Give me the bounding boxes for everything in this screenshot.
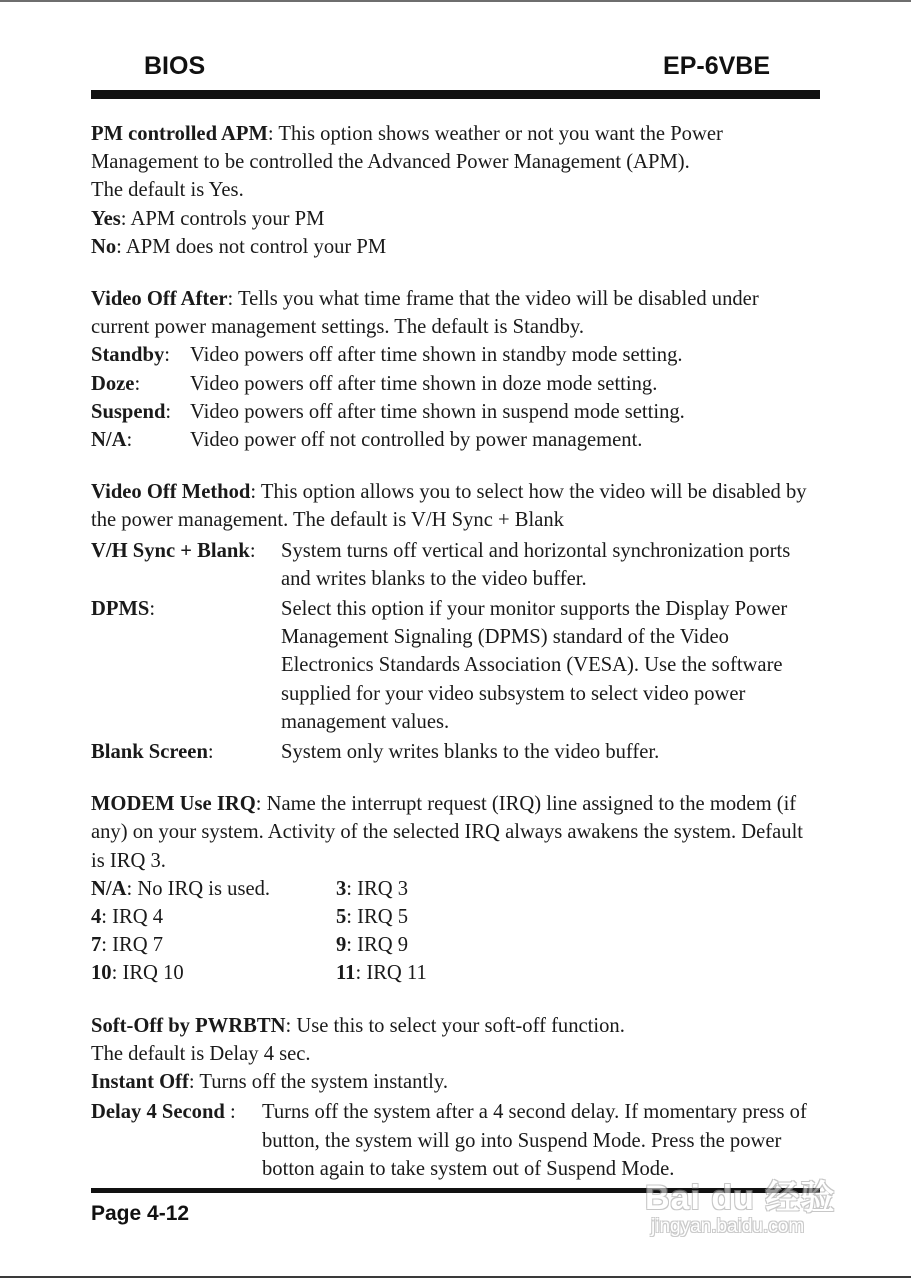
option-label: Yes [91, 207, 121, 230]
option-label: N/A [91, 429, 127, 452]
section-title: Video Off Method [91, 481, 251, 504]
irq-label: 11 [336, 962, 356, 985]
section-title: MODEM Use IRQ [91, 793, 256, 816]
irq-label: 7 [91, 934, 102, 957]
section-video-off-after [91, 285, 820, 341]
option-standby: Standby: Video powers off after time shown in standby mode setting. [91, 341, 820, 369]
section-title: Soft-Off by PWRBTN [91, 1014, 286, 1037]
option-desc: Select this option if your monitor supports the Display Power Management Signaling (DPMS) standard of the Video Electronics Standards Association (VESA). Use the software supplied for your video subsystem to select video power management values. [281, 598, 788, 733]
section-pm-apm [91, 120, 820, 176]
irq-label: 9 [336, 934, 347, 957]
option-label: Instant Off [91, 1071, 189, 1094]
option-desc: : APM controls your PM [120, 207, 325, 230]
irq-label: 5 [336, 906, 347, 929]
option-label: V/H Sync + Blank [91, 539, 250, 562]
option-na: N/A: Video power off not controlled by power management. [91, 426, 820, 454]
option-desc: System turns off vertical and horizontal synchronization ports and writes blanks to the video buffer. [281, 539, 791, 590]
section-soft-off [91, 1012, 820, 1040]
irq-label: N/A [91, 877, 127, 900]
watermark [645, 1170, 860, 1250]
option-label: Suspend [91, 400, 166, 423]
section-title: Video Off After [91, 288, 228, 311]
section-title: PM controlled APM [91, 123, 268, 145]
option-label: DPMS [91, 598, 150, 621]
option-desc: : Turns off the system instantly. [188, 1071, 449, 1094]
option-label: No [91, 235, 117, 258]
option-vh-sync-blank: V/H Sync + Blank: System turns off vertical and horizontal synchronization ports and writes blanks to the video buffer. [91, 537, 820, 593]
section-default: The default is Delay 4 sec. [91, 1042, 311, 1065]
option-suspend: Suspend: Video powers off after time shown in suspend mode setting. [91, 398, 820, 426]
option-no [91, 233, 820, 261]
option-desc: Video power off not controlled by power management. [190, 429, 643, 452]
header-title: BIOS [144, 52, 206, 80]
irq-row: 7: IRQ 7 9: IRQ 9 [91, 934, 409, 957]
option-instant-off [91, 1068, 820, 1096]
option-desc: System only writes blanks to the video buffer. [281, 741, 660, 764]
option-desc: Video powers off after time shown in doze mode setting. [190, 372, 658, 395]
watermark-logo: Bai du 经验 [645, 1179, 836, 1217]
option-desc: Video powers off after time shown in suspend mode setting. [190, 400, 685, 423]
option-desc: Video powers off after time shown in standby mode setting. [190, 344, 683, 367]
header-model: EP-6VBE [663, 52, 770, 80]
irq-row: 4: IRQ 4 5: IRQ 5 [91, 906, 409, 929]
section-intro: : This option allows you to select how the video will be disabled by the power management. The default is V/H Sync + Blank [91, 481, 807, 532]
irq-label: 3 [336, 877, 347, 900]
section-intro: : Tells you what time frame that the video will be disabled under current power management settings. The default is Standby. [91, 288, 759, 339]
header-rule [91, 90, 820, 99]
page-top-border [0, 0, 911, 2]
option-label: Delay 4 Second [91, 1101, 225, 1124]
section-video-off-method [91, 478, 820, 534]
option-doze: Doze: Video powers off after time shown in doze mode setting. [91, 370, 820, 398]
irq-label: 10 [91, 962, 112, 985]
manual-content [91, 120, 820, 1183]
option-blank-screen: Blank Screen: System only writes blanks to the video buffer. [91, 738, 820, 766]
option-desc: Turns off the system after a 4 second delay. If momentary press of button, the system will go into Suspend Mode. Press the power botton again to take system out of Suspend Mode. [262, 1101, 807, 1180]
irq-row: 10: IRQ 10 11: IRQ 11 [91, 962, 427, 985]
section-intro: : Use this to select your soft-off function. [285, 1014, 625, 1037]
option-yes [91, 205, 820, 233]
option-desc: : APM does not control your PM [116, 235, 387, 258]
section-modem-irq [91, 790, 820, 875]
option-dpms: DPMS: Select this option if your monitor supports the Display Power Management Signaling (DPMS) standard of the Video Electronics Standards Association (VESA). Use the software supplied for your video subsystem to select video power management values. [91, 595, 820, 736]
option-label: Doze [91, 372, 135, 395]
section-intro: : Name the interrupt request (IRQ) line assigned to the modem (if any) on your system. Activity of the selected IRQ always awakens the system. Default is IRQ 3. [91, 793, 804, 872]
irq-label: 4 [91, 906, 102, 929]
section-intro: : This option shows weather or not you want the Power Management to be controlled the Advanced Power Management (APM). [91, 123, 723, 174]
option-delay-4-second: Delay 4 Second : Turns off the system after a 4 second delay. If momentary press of button, the system will go into Suspend Mode. Press the power botton again to take system out of Suspend Mode. [91, 1098, 820, 1183]
option-label: Blank Screen [91, 741, 208, 764]
option-label: Standby [91, 344, 165, 367]
page-bottom-border [0, 1276, 911, 1278]
section-default: The default is Yes. [91, 179, 244, 202]
irq-row: N/A: No IRQ is used. 3: IRQ 3 [91, 877, 409, 900]
page-number: Page 4-12 [91, 1202, 190, 1225]
watermark-url: jingyan.baidu.com [651, 1216, 805, 1237]
